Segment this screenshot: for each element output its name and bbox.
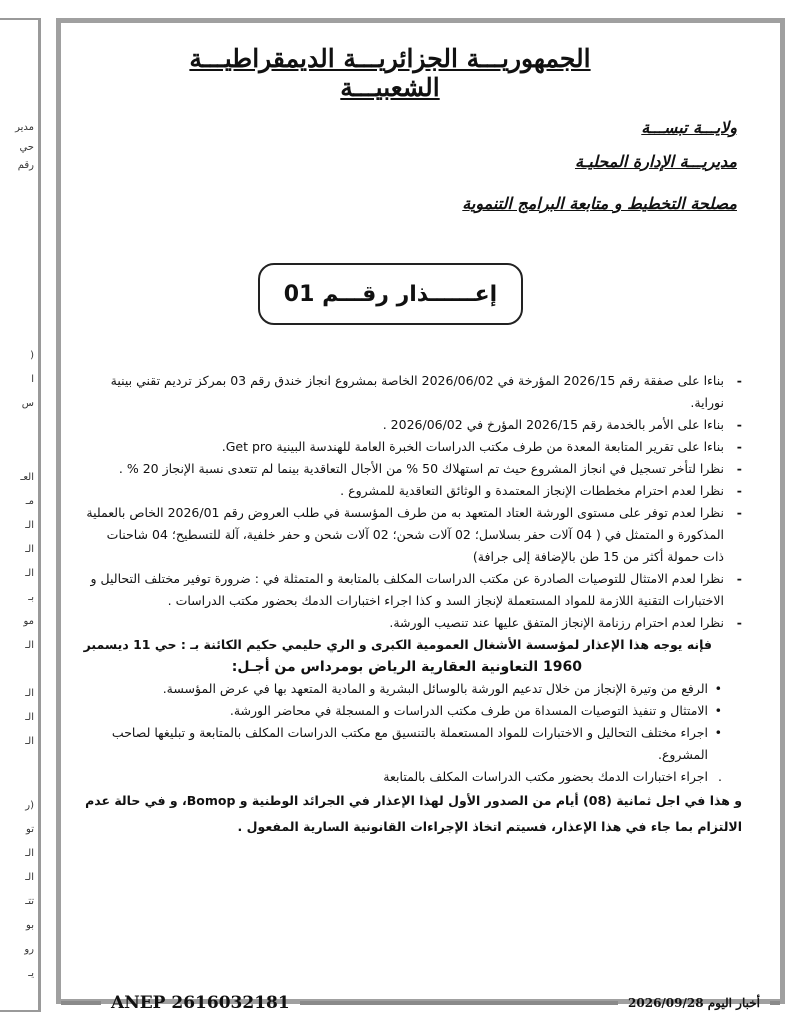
dash-marker: - bbox=[736, 439, 742, 454]
bullet-dot: • bbox=[714, 725, 722, 740]
dash-marker: - bbox=[736, 417, 742, 432]
wilaya-name: ولايـــة تبســـة bbox=[641, 118, 737, 137]
fragment-text: تو bbox=[26, 824, 34, 835]
fragment-text: س bbox=[21, 398, 34, 409]
bullet-item bbox=[82, 700, 742, 722]
bullet-dot: • bbox=[714, 703, 722, 718]
dash-marker: - bbox=[736, 615, 742, 630]
list-item bbox=[82, 502, 742, 568]
list-item bbox=[82, 458, 742, 480]
bullet-text: اجراء اختبارات الدمك بحضور مكتب الدراسات المكلف بالمتابعة bbox=[383, 769, 708, 784]
notice-title-box bbox=[258, 263, 523, 325]
fragment-text: مو bbox=[23, 616, 34, 627]
fragment-text: الـ bbox=[25, 848, 34, 859]
bullet-dot: . bbox=[718, 769, 722, 784]
closing-paragraph: و هذا في اجل ثمانية (08) أيام من الصدور الأول لهذا الإعذار في الجرائد الوطنية و Bomop، و في حالة عدم الالتزام بما جاء في هذا الإعذار، فسيتم اتخاذ الإجراءات القانونية السارية المفعول . bbox=[85, 793, 742, 834]
fragment-text: ا bbox=[31, 374, 34, 385]
item-text: نظرا لعدم توفر على مستوى الورشة العتاد المتعهد به من طرف المؤسسة في طلب العروض رقم 2026/01 الخاص بالعملية المذكورة و المتمثل في ( 04 آلات حفر بسلاسل؛ 02 آلات شحن؛ 02 آلات شحن و حفر خلفية، آلة للتسطيح؛ 04 شاحنات ذات حمولة أكثر من 15 طن بالإضافة إلى جرافة) bbox=[86, 505, 724, 564]
fragment-text: العـ bbox=[20, 472, 34, 483]
list-item bbox=[82, 612, 742, 634]
adjacent-column-fragment bbox=[0, 18, 41, 1012]
item-text: نظرا لعدم احترام مخططات الإنجاز المعتمدة و الوثائق التعاقدية للمشروع . bbox=[340, 483, 724, 498]
publication-date: أخبار اليوم 2026/09/28 bbox=[628, 996, 760, 1010]
dash-marker: - bbox=[736, 483, 742, 498]
item-text: بناءا على تقرير المتابعة المعدة من طرف مكتب الدراسات الخبرة العامة للهندسة البينية Get pro. bbox=[221, 439, 724, 454]
item-text: بناءا على الأمر بالخدمة رقم 2026/15 المؤرخ في 2026/06/02 . bbox=[382, 417, 724, 432]
item-text: بناءا على صفقة رقم 2026/15 المؤرخة في 2026/06/02 الخاصة بمشروع انجاز خندق رقم 03 بمركز ترديم تقني بينية نوراية. bbox=[110, 373, 724, 410]
fragment-text: حي bbox=[19, 142, 34, 153]
fragment-text: مدير bbox=[15, 122, 34, 133]
bullet-text: اجراء مختلف التحاليل و الاختبارات للمواد المستعملة بالتنسيق مع مكتب الدراسات المكلف بالمتابعة و تبليغها لصاحب المشروع. bbox=[111, 725, 708, 762]
footer bbox=[61, 990, 780, 1016]
item-text: نظرا لعدم احترام رزنامة الإنجاز المتفق عليها عند تنصيب الورشة. bbox=[389, 615, 724, 630]
dash-marker: - bbox=[736, 505, 742, 520]
fragment-text: (ر bbox=[25, 800, 34, 811]
republic-title: الجمهوريـــة الجزائريـــة الديمقراطيـــة الشعبيـــة bbox=[189, 44, 591, 102]
addressee-line: فإنه يوجه هذا الإعذار لمؤسسة الأشغال العمومية الكبرى و الري حليمي حكيم الكائنة بـ : حي 11 ديسمبر bbox=[83, 637, 712, 652]
fragment-text: رقم bbox=[17, 160, 34, 171]
bullet-item bbox=[82, 766, 742, 788]
bullet-item bbox=[82, 722, 742, 766]
fragment-text: مـ bbox=[25, 496, 34, 507]
fragment-text: رو bbox=[24, 944, 34, 955]
list-item bbox=[82, 568, 742, 612]
fragment-text: بو bbox=[26, 920, 34, 931]
list-item bbox=[82, 370, 742, 414]
addressee-line-2: 1960 التعاونية العقارية الرياض بومرداس من أجـل: bbox=[231, 659, 582, 675]
fragment-text: الـ bbox=[25, 520, 34, 531]
dash-marker: - bbox=[736, 373, 742, 388]
fragment-text: الـ bbox=[25, 544, 34, 555]
fragment-text: الـ bbox=[25, 736, 34, 747]
fragment-text: الـ bbox=[25, 640, 34, 651]
item-text: نظرا لتأخر تسجيل في انجاز المشروع حيث تم استهلاك 50 % من الأجال التعاقدية بينما لم تتعدى نسبة الإنجاز 20 % . bbox=[118, 461, 724, 476]
list-item bbox=[82, 414, 742, 436]
anep-reference: ANEP 2616032181 bbox=[111, 993, 290, 1013]
bullet-text: الرفع من وتيرة الإنجاز من خلال تدعيم الورشة بالوسائل البشرية و المادية المتعهد بها في عرض المؤسسة. bbox=[162, 681, 708, 696]
fragment-text: الـ bbox=[25, 712, 34, 723]
footer-rule bbox=[61, 1001, 101, 1005]
directorate-name: مديريـــة الإدارة المحليـة bbox=[574, 152, 737, 171]
fragment-text: الـ bbox=[25, 568, 34, 579]
fragment-text: الـ bbox=[25, 688, 34, 699]
item-text: نظرا لعدم الامتثال للتوصيات الصادرة عن مكتب الدراسات المكلف بالمتابعة و المتمثلة في : ضرورة توفير مختلف التحاليل و الاختبارات التقنية اللازمة للمواد المستعملة لإنجاز السد و كذا اجراء اختبارات الدمك بحضور مكتب الدراسات . bbox=[90, 571, 724, 608]
notice-body bbox=[82, 370, 742, 840]
bullet-item bbox=[82, 678, 742, 700]
dash-marker: - bbox=[736, 461, 742, 476]
dash-marker: - bbox=[736, 571, 742, 586]
bullet-dot: • bbox=[714, 681, 722, 696]
notice-title: إعــــــذار رقـــم 01 bbox=[283, 281, 498, 307]
footer-rule bbox=[770, 1001, 780, 1005]
fragment-text: بـ bbox=[28, 592, 34, 603]
fragment-text: ( bbox=[30, 350, 34, 361]
fragment-text: تتـ bbox=[25, 896, 34, 907]
fragment-text: يـ bbox=[28, 968, 34, 979]
list-item bbox=[82, 436, 742, 458]
footer-rule bbox=[300, 1001, 618, 1005]
bullet-text: الامتثال و تنفيذ التوصيات المسداة من طرف مكتب الدراسات و المسجلة في محاضر الورشة. bbox=[229, 703, 708, 718]
fragment-text: الـ bbox=[25, 872, 34, 883]
list-item bbox=[82, 480, 742, 502]
service-name: مصلحة التخطيط و متابعة البرامج التنموية bbox=[462, 194, 737, 213]
